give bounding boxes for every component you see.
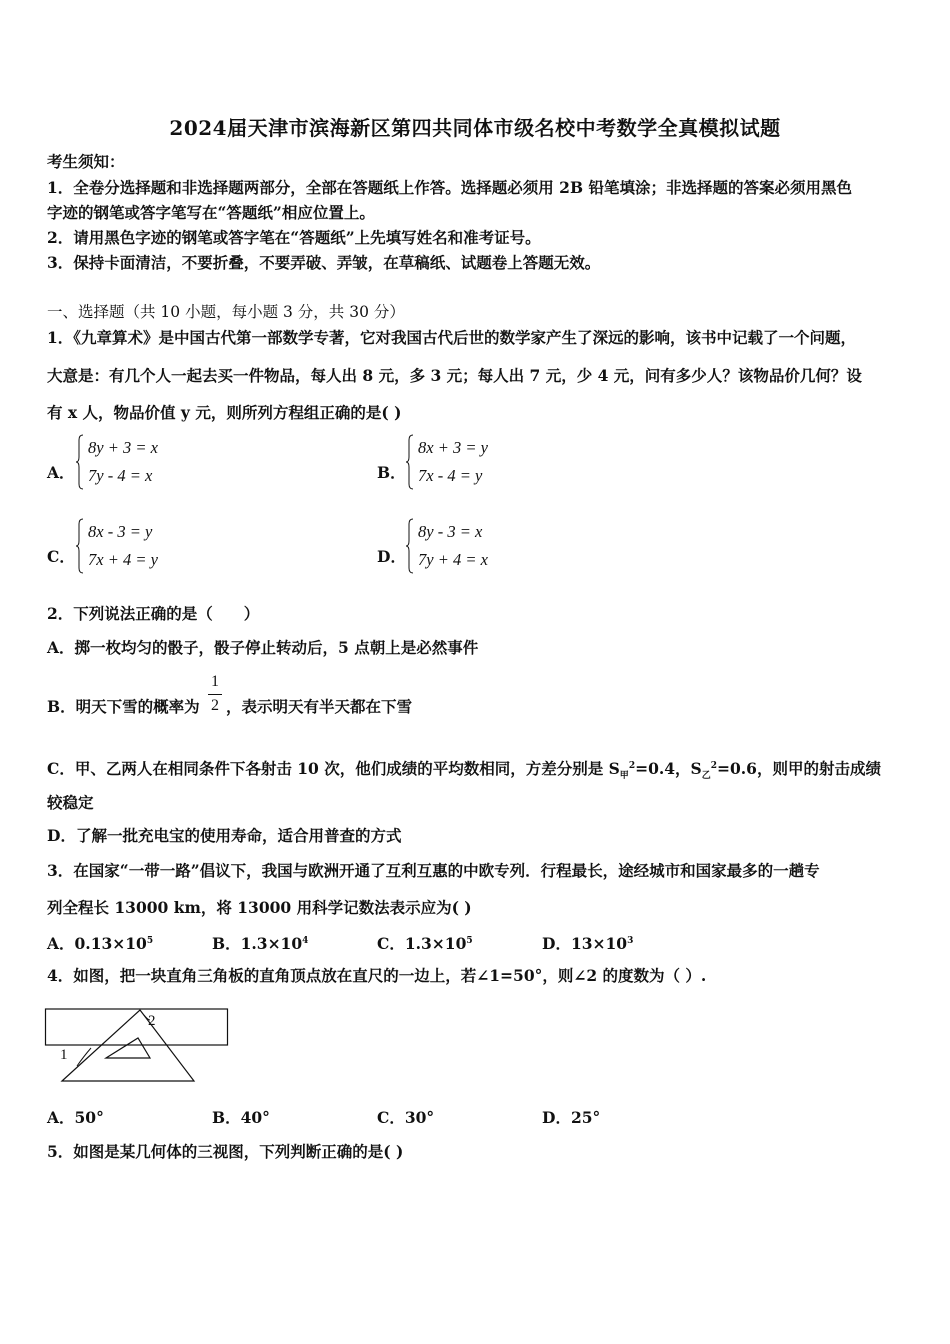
q2-c-sup-2: 2 <box>710 761 718 771</box>
q3-stem-line-2: 列全程长 13000 km，将 13000 用科学记数法表示应为( ) <box>47 898 472 917</box>
q2-fraction-denominator: 2 <box>211 697 219 714</box>
angle-1-label: 1 <box>60 1047 68 1063</box>
fraction-bar <box>208 694 222 695</box>
q2-option-b-prefix[interactable]: B．明天下雪的概率为 <box>47 697 200 716</box>
q2-option-c-line-2: 较稳定 <box>47 793 94 812</box>
q3-b-exponent: 4 <box>302 936 309 946</box>
brace-icon <box>76 434 84 490</box>
q1-d-equation-1: 8y - 3 = x <box>418 522 483 541</box>
q1-a-equation-1: 8y + 3 = x <box>88 438 158 457</box>
q4-option-b[interactable]: B．40° <box>212 1108 270 1127</box>
section-heading: 一、选择题（共 10 小题，每小题 3 分，共 30 分） <box>47 303 405 321</box>
q2-c-sup-1: 2 <box>628 761 636 771</box>
q3-d-exponent: 3 <box>627 936 634 946</box>
q3-a-exponent: 5 <box>146 936 154 946</box>
page-title: 2024届天津市滨海新区第四共同体市级名校中考数学全真模拟试题 <box>169 116 781 140</box>
q3-a-text: A．0.13×10 <box>47 934 147 953</box>
q2-c-text-b: =0.4，S <box>635 759 702 778</box>
q4-option-a[interactable]: A．50° <box>47 1108 104 1127</box>
q4-stem: 4．如图，把一块直角三角板的直角顶点放在直尺的一边上，若∠1=50°，则∠2 的度数为（ ）. <box>47 966 707 985</box>
brace-icon <box>406 434 414 490</box>
q2-option-c[interactable] <box>47 756 881 786</box>
brace-icon <box>76 518 84 574</box>
ruler-triangle-figure <box>44 1006 230 1086</box>
notice-heading: 考生须知： <box>47 152 125 171</box>
q2-fraction-numerator: 1 <box>211 673 219 690</box>
brace-icon <box>406 518 414 574</box>
q4-option-c[interactable]: C．30° <box>377 1108 435 1127</box>
q4-option-d[interactable]: D．25° <box>542 1108 601 1127</box>
notice-item-1-line-2: 字迹的钢笔或答字笔写在“答题纸”相应位置上。 <box>47 203 375 222</box>
q1-b-equation-2: 7x - 4 = y <box>418 466 483 485</box>
q1-option-c-label[interactable]: C． <box>47 547 75 566</box>
q2-c-sub-yi: 乙 <box>701 771 711 782</box>
q2-option-a[interactable]: A．掷一枚均匀的骰子，骰子停止转动后，5 点朝上是必然事件 <box>47 638 479 657</box>
q1-c-equation-1: 8x - 3 = y <box>88 522 153 541</box>
q3-option-a[interactable] <box>47 931 153 954</box>
q1-option-b-label[interactable]: B． <box>377 463 406 482</box>
q2-c-sub-jia: 甲 <box>619 771 629 782</box>
q3-d-text: D．13×10 <box>542 934 628 953</box>
q2-option-d[interactable]: D．了解一批充电宝的使用寿命，适合用普查的方式 <box>47 826 402 845</box>
q1-option-d-label[interactable]: D． <box>377 547 406 566</box>
q1-b-equation-1: 8x + 3 = y <box>418 438 488 457</box>
q3-b-text: B．1.3×10 <box>212 934 303 953</box>
q1-c-equation-2: 7x + 4 = y <box>88 550 158 569</box>
q1-a-equation-2: 7y - 4 = x <box>88 466 153 485</box>
angle-2-label: 2 <box>148 1013 156 1029</box>
q1-stem-line-1: 1．《九章算术》是中国古代第一部数学专著，它对我国古代后世的数学家产生了深远的影响，该书中记载了一个问题， <box>47 328 857 347</box>
q3-option-d[interactable] <box>542 931 633 954</box>
notice-item-3: 3．保持卡面清洁，不要折叠，不要弄破、弄皱，在草稿纸、试题卷上答题无效。 <box>47 253 601 272</box>
q3-option-c[interactable] <box>377 931 473 954</box>
triangle-inner <box>106 1038 150 1058</box>
notice-item-1-line-1: 1．全卷分选择题和非选择题两部分，全部在答题纸上作答。选择题必须用 2B 铅笔填涂；非选择题的答案必须用黑色 <box>47 178 852 197</box>
q2-stem: 2．下列说法正确的是（ ） <box>47 604 260 623</box>
q3-c-text: C．1.3×10 <box>377 934 467 953</box>
q2-c-text-a: C．甲、乙两人在相同条件下各射击 10 次，他们成绩的平均数相同，方差分别是 S <box>47 759 620 778</box>
q3-option-b[interactable] <box>212 931 308 954</box>
q2-option-b-suffix: ，表示明天有半天都在下雪 <box>226 697 413 716</box>
q1-stem-line-2: 大意是：有几个人一起去买一件物品，每人出 8 元，多 3 元；每人出 7 元，少 4 元，问有多少人？该物品价几何？设 <box>47 366 862 385</box>
q5-stem: 5．如图是某几何体的三视图，下列判断正确的是( ) <box>47 1142 404 1161</box>
q1-d-equation-2: 7y + 4 = x <box>418 550 488 569</box>
notice-item-2: 2．请用黑色字迹的钢笔或答字笔在“答题纸”上先填写姓名和准考证号。 <box>47 228 541 247</box>
q1-option-a-label[interactable]: A． <box>47 463 75 482</box>
q3-stem-line-1: 3．在国家“一带一路”倡议下，我国与欧洲开通了互利互惠的中欧专列．行程最长，途经城市和国家最多的一趟专 <box>47 861 820 880</box>
q1-stem-line-3: 有 x 人，物品价值 y 元，则所列方程组正确的是( ) <box>47 403 402 422</box>
q2-c-text-c: =0.6，则甲的射击成绩 <box>717 759 881 778</box>
q3-c-exponent: 5 <box>466 936 473 946</box>
